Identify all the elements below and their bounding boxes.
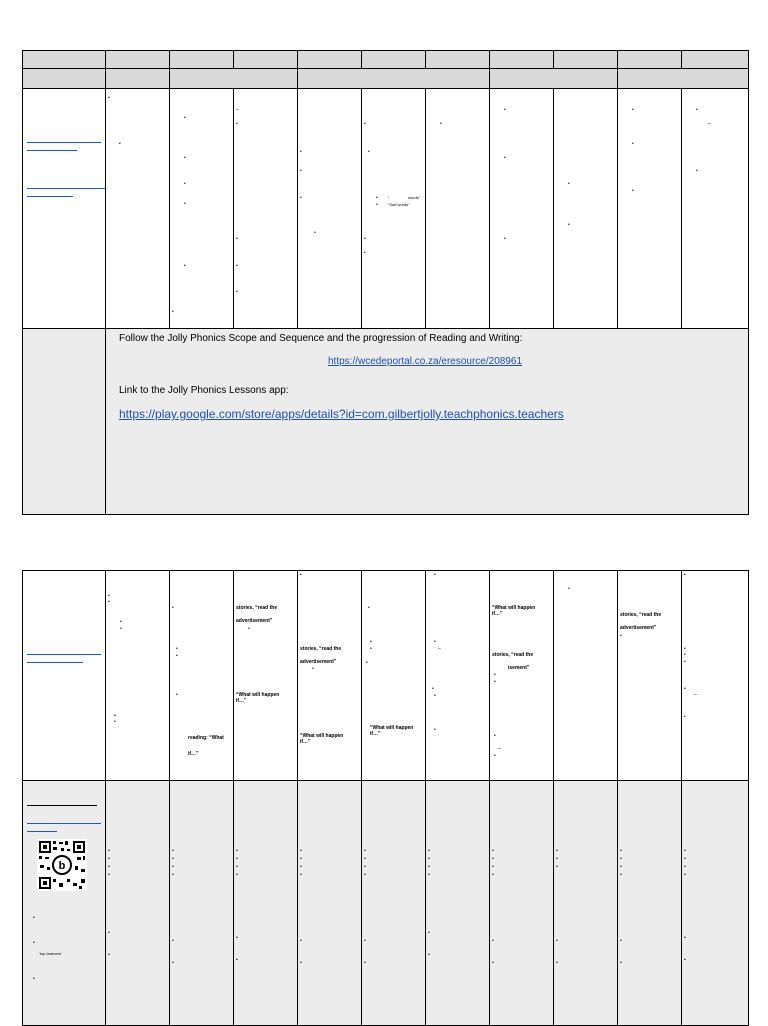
resources-row bbox=[23, 329, 749, 515]
app-label: Link to the Jolly Phonics Lessons app: bbox=[119, 385, 289, 396]
link-line[interactable] bbox=[27, 150, 77, 151]
link-line[interactable] bbox=[27, 662, 83, 663]
resources-cell bbox=[106, 329, 749, 515]
assessment-row: b • • ‘top learners’ • • • • • • • • • • • • • • • • • • • • • • • • • • • • • • • • • • • • • • • • • • • • • • • • • • • • • • • • • • • • bbox=[23, 781, 749, 1026]
link-line[interactable] bbox=[27, 823, 101, 824]
qr-code-icon[interactable] bbox=[37, 839, 87, 891]
curriculum-table-1 bbox=[22, 50, 749, 515]
link-line[interactable] bbox=[27, 196, 73, 197]
header-row-2 bbox=[23, 69, 749, 89]
jolly-phonics-instruction: Follow the Jolly Phonics Scope and Sequence and the progression of Reading and Writing: bbox=[119, 333, 523, 344]
assessment-label-cell: b • • ‘top learners’ • bbox=[23, 781, 106, 1026]
eresource-link[interactable]: https://wcedeportal.co.za/eresource/208961 bbox=[328, 356, 523, 367]
activities-row: • • • • • • • • • • reading: “What if…” stories, “read the advertisement” • “What will happen if…” • stories, “read the advertisement” • “What will happen if…” • • • • “What will happen if…” • • – • • • “What will happen if…” stories, “read the isement” • • • – • • stories, “read the advertisement” • • • • • • – • bbox=[23, 571, 749, 781]
header-row-1 bbox=[23, 51, 749, 69]
link-line[interactable] bbox=[27, 142, 101, 143]
svg-text:b: b bbox=[58, 860, 66, 872]
app-store-link[interactable]: https://play.google.com/store/apps/details?id=com.gilbertjolly.teachphonics.teachers bbox=[119, 407, 564, 421]
link-line[interactable] bbox=[27, 188, 105, 189]
row-label-cell bbox=[23, 89, 106, 329]
curriculum-table-2 bbox=[22, 570, 749, 1026]
content-row: • • • • • • • • – • • • • • • • • • • • “ words” • “Sad words” • • • • • • • • • • • • – • bbox=[23, 89, 749, 329]
link-line[interactable] bbox=[27, 831, 57, 832]
link-line[interactable] bbox=[27, 654, 101, 655]
divider-line bbox=[27, 805, 97, 806]
row-label-cell bbox=[23, 571, 106, 781]
